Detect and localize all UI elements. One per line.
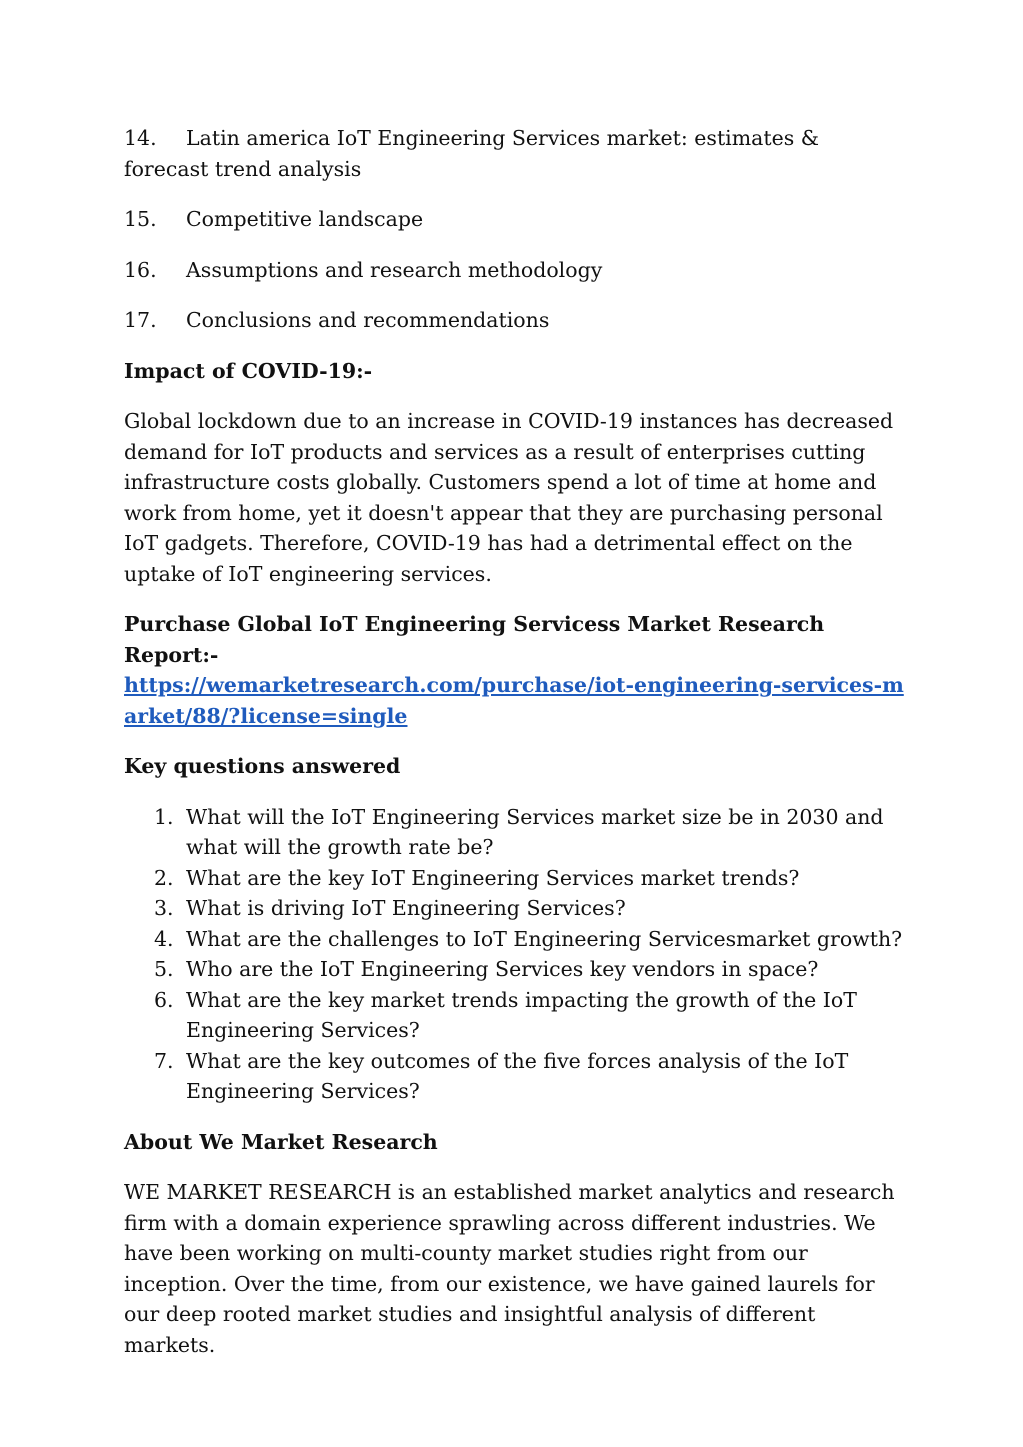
- purchase-block: [124, 609, 904, 731]
- list-text: What will the IoT Engineering Services market size be in 2030 and what will the growth rate be?: [186, 804, 884, 859]
- list-text: What are the challenges to IoT Engineering Servicesmarket growth?: [186, 926, 903, 951]
- toc-text: Latin america IoT Engineering Services market: estimates & forecast trend analysis: [124, 126, 820, 181]
- covid-heading: Impact of COVID-19:-: [124, 358, 373, 383]
- purchase-label: Purchase Global IoT Engineering Servicess Market Research Report:-: [124, 612, 825, 667]
- list-item: [154, 863, 904, 894]
- questions-heading: Key questions answered: [124, 754, 401, 778]
- list-text: Who are the IoT Engineering Services key vendors in space?: [186, 957, 819, 981]
- list-text: What are the key outcomes of the five forces analysis of the IoT Engineering Services?: [186, 1048, 849, 1103]
- toc-number: 14.: [124, 126, 157, 150]
- list-item: [154, 954, 904, 985]
- about-heading: About We Market Research: [124, 1129, 438, 1154]
- list-number: 4.: [154, 926, 174, 951]
- list-item: [154, 985, 904, 1046]
- toc-item-15: [124, 204, 904, 235]
- toc-text: Competitive landscape: [186, 207, 424, 231]
- about-paragraph: WE MARKET RESEARCH is an established market analytics and research firm with a domain experience sprawling across different industries. We have been working on multi-county market studies right from our inception. Over the time, from our existence, we have gained laurels for our deep rooted market studies and insightful analysis of different markets.: [124, 1180, 895, 1357]
- toc-number: 15.: [124, 207, 157, 231]
- list-number: 1.: [154, 804, 174, 829]
- list-number: 2.: [154, 865, 174, 890]
- list-text: What is driving IoT Engineering Services?: [186, 896, 626, 920]
- list-number: 7.: [154, 1048, 174, 1073]
- list-number: 5.: [154, 957, 174, 981]
- toc-text: Assumptions and research methodology: [186, 257, 603, 282]
- list-item: [154, 924, 904, 955]
- toc-item-14: [124, 123, 904, 184]
- list-text: What are the key IoT Engineering Services market trends?: [186, 865, 800, 890]
- toc-item-17: [124, 305, 904, 336]
- purchase-link[interactable]: https://wemarketresearch.com/purchase/iot-engineering-services-market/88/?license=single: [124, 673, 904, 728]
- toc-text: Conclusions and recommendations: [186, 308, 550, 332]
- list-number: 3.: [154, 896, 174, 920]
- covid-paragraph: Global lockdown due to an increase in COVID-19 instances has decreased demand for IoT products and services as a result of enterprises cutting infrastructure costs globally. Customers spend a lot of time at home and work from home, yet it doesn't appear that they are purchasing personal IoT gadgets. Therefore, COVID-19 has had a detrimental effect on the uptake of IoT engineering services.: [124, 409, 894, 586]
- list-text: What are the key market trends impacting the growth of the IoT Engineering Services?: [186, 987, 857, 1042]
- list-item: [154, 802, 904, 863]
- toc-item-16: [124, 255, 904, 286]
- list-item: [154, 893, 904, 924]
- toc-number: 17.: [124, 308, 157, 332]
- document-page: [124, 123, 904, 1380]
- list-number: 6.: [154, 987, 174, 1012]
- toc-number: 16.: [124, 257, 157, 282]
- questions-list: [124, 802, 904, 1107]
- list-item: [154, 1046, 904, 1107]
